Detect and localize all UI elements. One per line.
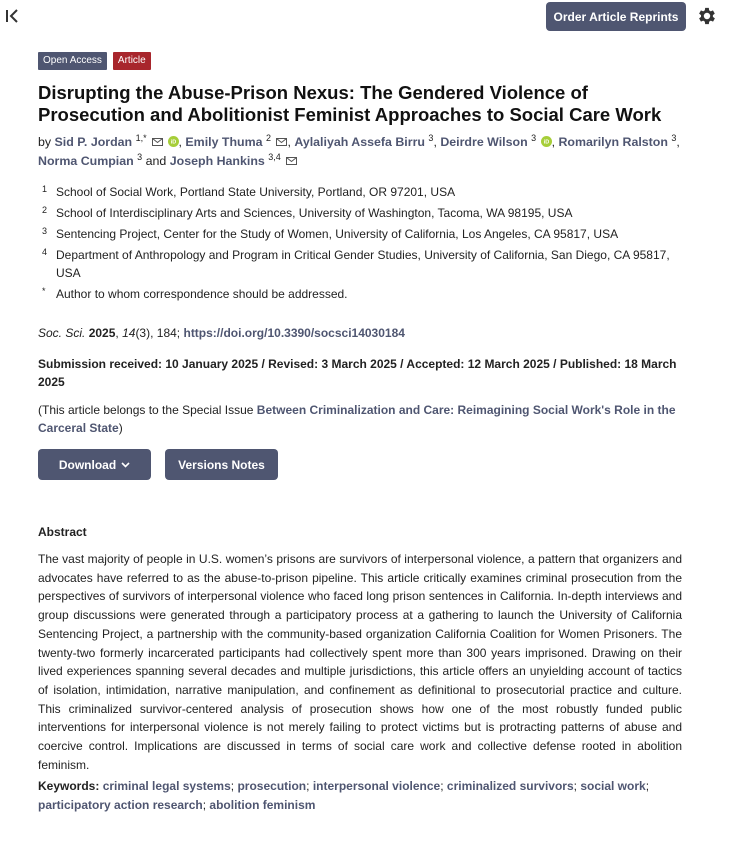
gear-icon[interactable] xyxy=(696,5,718,27)
author-link[interactable]: Deirdre Wilson xyxy=(440,135,528,149)
author-affil-sup: 3,4 xyxy=(268,152,281,162)
keywords: Keywords: criminal legal systems; prosecution; interpersonal violence; criminalized survivors; social work; participatory action research; abolition feminism xyxy=(38,779,650,813)
author-link[interactable]: Emily Thuma xyxy=(185,135,263,149)
keyword-link[interactable]: social work xyxy=(580,779,646,794)
affiliation-item xyxy=(38,225,682,243)
author-link[interactable]: Romarilyn Ralston xyxy=(558,135,668,149)
and-label: and xyxy=(145,154,167,168)
citation-year: 2025 xyxy=(88,326,116,340)
download-button[interactable] xyxy=(38,449,151,480)
affiliation-text: Department of Anthropology and Program in Critical Gender Studies, University of California, San Diego, CA 95817, USA xyxy=(56,248,670,280)
keyword-link[interactable]: criminal legal systems xyxy=(102,779,231,794)
affiliation-item xyxy=(38,183,682,201)
affiliation-number: * xyxy=(42,286,46,296)
author-affil-sup: 2 xyxy=(265,133,271,143)
special-issue-link[interactable]: Between Criminalization and Care: Reimagining Social Work's Role in the Carceral State xyxy=(38,403,676,435)
author-link[interactable]: Sid P. Jordan xyxy=(54,135,133,149)
citation: Soc. Sci. 2025, 14(3), 184; https://doi.org/10.3390/socsci14030184 xyxy=(38,326,405,340)
by-label: by xyxy=(38,135,52,149)
article-title: Disrupting the Abuse-Prison Nexus: The Gendered Violence of Prosecution and Abolitionist Feminist Approaches to Social Care Work xyxy=(38,82,662,125)
keyword-link[interactable]: prosecution xyxy=(237,779,307,794)
versions-notes-button[interactable]: Versions Notes xyxy=(165,449,278,480)
abstract-text: The vast majority of people in U.S. women’s prisons are survivors of interpersonal violence, a pattern that organizers and advocates have referred to as the abuse-to-prison pipeline. This article critically examines criminal prosecution from the perspectives of survivors of interpersonal violence who faced long prison sentences in California. In-depth interviews and group discussions were generated through a participatory process at a gathering to launch the University of California Sentencing Project, a partnership with the community-based organization California Coalition for Women Prisoners. The twenty-two formerly incarcerated participants had collectively spent more than 300 years imprisoned. Drawing on their lived experiences spanning several decades and multiple jurisdictions, this article offers an unyielding account of tactics of isolation, intimidation, narrative manipulation, and confinement as definitional to prosecutorial practice and culture. This criminalized survivor-centered analysis of prosecution shows how one of the most robustly funded public interventions for interpersonal violence is not merely failing to protect victims but is protracting patterns of abuse and coercive control. Implications are discussed in terms of social care work and collective defense rooted in abolition feminism. xyxy=(38,552,682,772)
author-affil-sup: 3 xyxy=(671,133,677,143)
affiliation-text: Sentencing Project, Center for the Study of Women, University of California, Los Angeles, CA 95817, USA xyxy=(56,227,619,241)
keyword-link[interactable]: interpersonal violence xyxy=(312,779,441,794)
orcid-icon[interactable] xyxy=(168,136,179,147)
special-issue-suffix: ) xyxy=(118,421,123,435)
orcid-icon[interactable] xyxy=(541,136,552,147)
article-type-badge: Article xyxy=(113,52,151,70)
special-issue-prefix: (This article belongs to the Special Issue xyxy=(38,403,254,417)
author-list: by Sid P. Jordan $^{1,*}$ iD , Emily Thuma $^2$ , Aylaliyah Assefa Birru $^3$, Deirdre Wilson $^3$ iD , Romarilyn Ralston $^3$, Norma Cumpian $^3$ and Joseph Hankins $^{3,4}$ xyxy=(38,133,680,168)
affiliation-text: School of Social Work, Portland State University, Portland, OR 97201, USA xyxy=(56,185,456,199)
special-issue-note xyxy=(38,401,682,437)
affiliation-number: 2 xyxy=(42,205,48,215)
journal-name: Soc. Sci. xyxy=(38,326,86,340)
author-link[interactable]: Joseph Hankins xyxy=(169,154,265,168)
author-link[interactable]: Aylaliyah Assefa Birru xyxy=(294,135,425,149)
svg-text:iD: iD xyxy=(543,139,549,146)
author-affil-sup: 3 xyxy=(428,133,434,143)
abstract-title: Abstract xyxy=(38,525,87,539)
author-affil-sup: 3 xyxy=(531,133,537,143)
author-link[interactable]: Norma Cumpian xyxy=(38,154,134,168)
keywords-label: Keywords: xyxy=(38,779,100,794)
svg-text:iD: iD xyxy=(170,139,176,146)
author-affil-sup: 3 xyxy=(137,152,143,162)
article-content xyxy=(38,52,682,815)
affiliation-text: Author to whom correspondence should be addressed. xyxy=(56,287,348,301)
affiliations xyxy=(38,183,682,303)
download-label: Download xyxy=(58,457,117,472)
affiliation-text: School of Interdisciplinary Arts and Sciences, University of Washington, Tacoma, WA 98195, USA xyxy=(56,206,573,220)
badges xyxy=(38,52,682,70)
affiliation-number: 1 xyxy=(42,184,48,194)
mail-icon[interactable] xyxy=(152,138,163,146)
affiliation-number: 4 xyxy=(42,247,48,257)
keyword-link[interactable]: criminalized survivors xyxy=(446,779,574,794)
keyword-link[interactable]: abolition feminism xyxy=(209,798,316,813)
citation-issue-pages: (3), 184; xyxy=(135,326,181,340)
collapse-left-icon[interactable] xyxy=(4,7,22,25)
citation-volume: 14 xyxy=(122,326,136,340)
doi-link[interactable]: https://doi.org/10.3390/socsci14030184 xyxy=(183,326,405,340)
action-buttons xyxy=(38,449,682,480)
affiliation-number: 3 xyxy=(42,226,48,236)
affiliation-item xyxy=(38,204,682,222)
mail-icon[interactable] xyxy=(286,157,297,165)
mail-icon[interactable] xyxy=(276,138,287,146)
keyword-link[interactable]: participatory action research xyxy=(38,798,203,813)
open-access-badge: Open Access xyxy=(38,52,107,70)
publication-dates: Submission received: 10 January 2025 / Revised: 3 March 2025 / Accepted: 12 March 2025 / Published: 18 March 2025 xyxy=(38,357,677,389)
author-affil-sup: 1,* xyxy=(135,133,147,143)
affiliation-item xyxy=(38,285,682,303)
affiliation-item xyxy=(38,246,682,282)
chevron-down-icon xyxy=(121,462,130,468)
order-reprints-button[interactable]: Order Article Reprints xyxy=(546,2,686,31)
